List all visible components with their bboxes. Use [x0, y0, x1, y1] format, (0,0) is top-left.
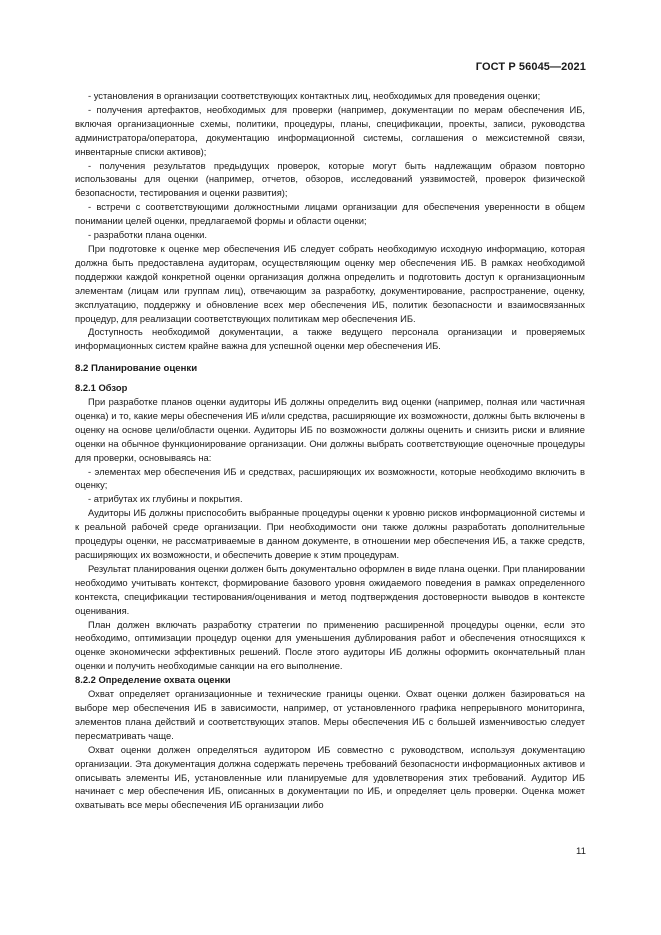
- paragraph: При подготовке к оценке мер обеспечения ИБ следует собрать необходимую исходную информацию, которая должна быть предоставлена аудиторам, осуществляющим оценку мер обеспечения ИБ. В рамках необходимой поддержки каждой конкретной оценки организация должна определить и подготовить доступ к организационным элементам (лицам или группам лиц), отвечающим за разработку, документирование, распространение, оценку, эксплуатацию, поддержку и обновление всех мер обеспечения ИБ, политик безопасности и взаимосвязанных процедур, для реализации соответствующих политикам мер обеспечения ИБ.: [75, 242, 585, 324]
- paragraph: - разработки плана оценки.: [88, 229, 207, 241]
- paragraph: - элементах мер обеспечения ИБ и средствах, расширяющих их возможности, которые необходимо включить в оценку;: [75, 465, 585, 491]
- paragraph: Доступность необходимой документации, а также ведущего персонала организации и проверяемых информационных систем крайне важна для успешной оценки мер обеспечения ИБ.: [75, 326, 585, 352]
- paragraph: - получения результатов предыдущих проверок, которые могут быть надлежащим образом повторно использованы для оценки (например, отчетов, обзоров, исследований уязвимостей, проверок физической безопасности, тестирования и оценки развития);: [75, 159, 585, 199]
- page-number: 11: [576, 846, 586, 857]
- paragraph: - установления в организации соответствующих контактных лиц, необходимых для проведения оценки;: [88, 90, 541, 101]
- subsection-heading-8-2-1: 8.2.1 Обзор: [75, 382, 128, 394]
- paragraph: При разработке планов оценки аудиторы ИБ должны определить вид оценки (например, полная или частичная оценка) и то, какие меры обеспечения ИБ и/или средства, расширяющие их возможности, должны быть включены в оценку на основе цели/области оценки. Аудиторы ИБ по возможности должны оценить и снизить риски и влияние оценки на обычное функционирование организации. Они должны выбрать соответствующие оценочные процедуры для проверки, основываясь на:: [75, 396, 585, 463]
- section-heading-8-2: 8.2 Планирование оценки: [75, 363, 198, 375]
- paragraph: Аудиторы ИБ должны приспособить выбранные процедуры оценки к уровню рисков информационной системы и к реальной рабочей среде организации. При необходимости они также должны разработать дополнительные процедуры оценки, не рассматриваемые в данном документе, в отношении мер обеспечения ИБ, а также средств, расширяющих их возможности, и обеспечить доверие к этим процедурам.: [75, 507, 585, 560]
- paragraph: Охват оценки должен определяться аудитором ИБ совместно с руководством, используя документацию организации. Эта документация должна содержать перечень требований безопасности информационных активов и описывать элементы ИБ, установленные или планируемые для удовлетворения этих требований. Аудитор ИБ начинает с мер обеспечения ИБ, описанных в документации по ИБ, и определяет цель проверки. Оценка может охватывать все меры обеспечения ИБ организации либо: [75, 743, 585, 811]
- paragraph: - получения артефактов, необходимых для проверки (например, документации по мерам обеспечения ИБ, включая организационные схемы, политики, процедуры, планы, спецификации, проекты, записи, руководства администратора/оператора, документацию информационной системы, соглашения о межсистемной связи, инвентарные списки активов);: [75, 103, 585, 157]
- subsection-heading-8-2-2: 8.2.2 Определение охвата оценки: [75, 674, 231, 686]
- paragraph: План должен включать разработку стратегии по применению расширенной процедуры оценки, если это необходимо, оптимизации процедур оценки для уменьшения дублирования работ и обеспечения относящихся к оценке экономически эффективных решений. После этого аудиторы ИБ должны оформить окончательный план оценки и получить необходимые санкции на его выполнение.: [75, 618, 585, 672]
- paragraph: - атрибутах их глубины и покрытия.: [88, 493, 243, 505]
- paragraph: - встречи с соответствующими должностными лицами организации для обеспечения уверенности в общем понимании целей оценки, предлагаемой формы и области оценки;: [75, 201, 585, 227]
- page-content: [75, 89, 585, 812]
- standard-header: ГОСТ Р 56045—2021: [475, 61, 586, 73]
- paragraph: Результат планирования оценки должен быть документально оформлен в виде плана оценки. При планировании необходимо учитывать контекст, формирование базового уровня ожидаемого поведения в рамках определенного контекста, спецификации тестирования/оценивания и метод подтверждения достоверности выводов в контексте оценивания.: [75, 562, 585, 616]
- paragraph: Охват определяет организационные и технические границы оценки. Охват оценки должен базироваться на выборе мер обеспечения ИБ в зависимости, например, от установленного графика непрерывного мониторинга, элементов плана действий и соответствующих этапов. Меры обеспечения ИБ с большей изменчивостью следует пересматривать чаще.: [75, 688, 585, 741]
